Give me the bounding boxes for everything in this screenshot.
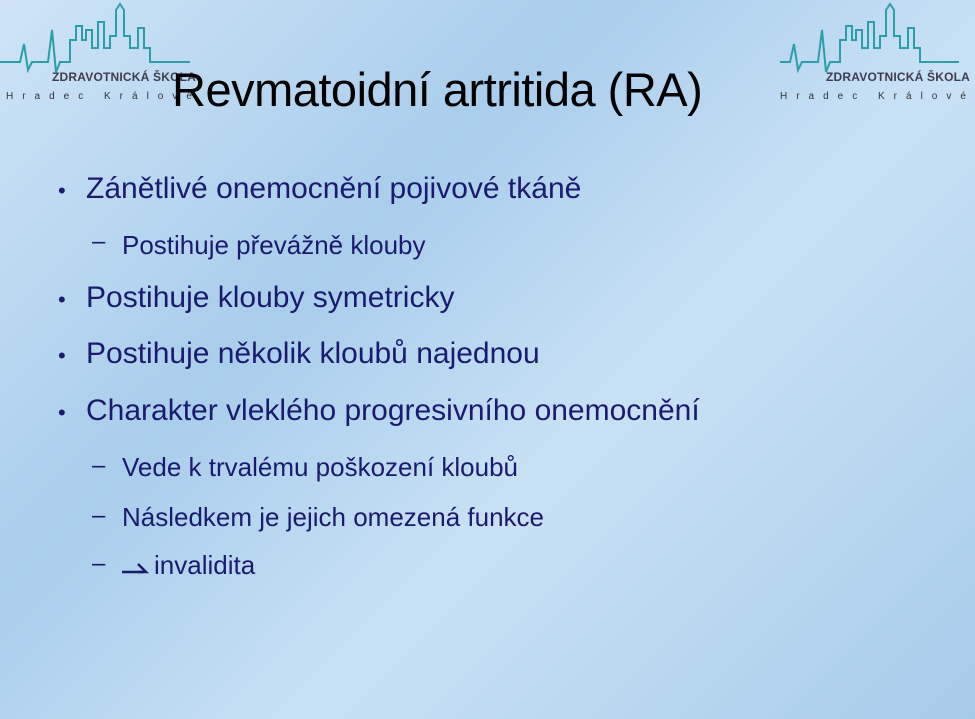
slide-title: Revmatoidní artritida (RA) xyxy=(172,63,703,116)
logo-school-name: ZDRAVOTNICKÁ ŠKOLA xyxy=(826,70,971,84)
dash: – xyxy=(92,550,106,577)
dash: – xyxy=(92,502,106,529)
sub-item-2: Vede k trvalému poškození kloubů xyxy=(122,452,519,482)
ecg-skyline-icon xyxy=(0,0,190,80)
logo-city-name: Hradec Králové xyxy=(6,91,201,102)
bullet-dot: • xyxy=(58,400,66,425)
bullet-item-3: Postihuje několik kloubů najednou xyxy=(86,337,540,370)
bullet-dot: • xyxy=(58,287,66,312)
right-arrow-icon xyxy=(120,558,150,578)
sub-item-4: invalidita xyxy=(154,550,256,580)
bullet-item-4: Charakter vleklého progresivního onemocnění xyxy=(86,394,700,427)
school-logo-left xyxy=(0,0,201,110)
bullet-item-2: Postihuje klouby symetricky xyxy=(86,281,455,314)
ecg-skyline-icon xyxy=(780,0,970,80)
logo-school-name: ZDRAVOTNICKÁ ŠKOLA xyxy=(52,70,197,84)
sub-item-1: Postihuje převážně klouby xyxy=(122,230,426,260)
bullet-dot: • xyxy=(58,343,66,368)
school-logo-right xyxy=(780,0,975,110)
bullet-dot: • xyxy=(58,178,66,203)
dash: – xyxy=(92,452,106,479)
logo-city-name: Hradec Králové xyxy=(780,91,975,102)
sub-item-3: Následkem je jejich omezená funkce xyxy=(122,502,544,532)
dash: – xyxy=(92,228,106,255)
bullet-item-1: Zánětlivé onemocnění pojivové tkáně xyxy=(86,172,582,205)
